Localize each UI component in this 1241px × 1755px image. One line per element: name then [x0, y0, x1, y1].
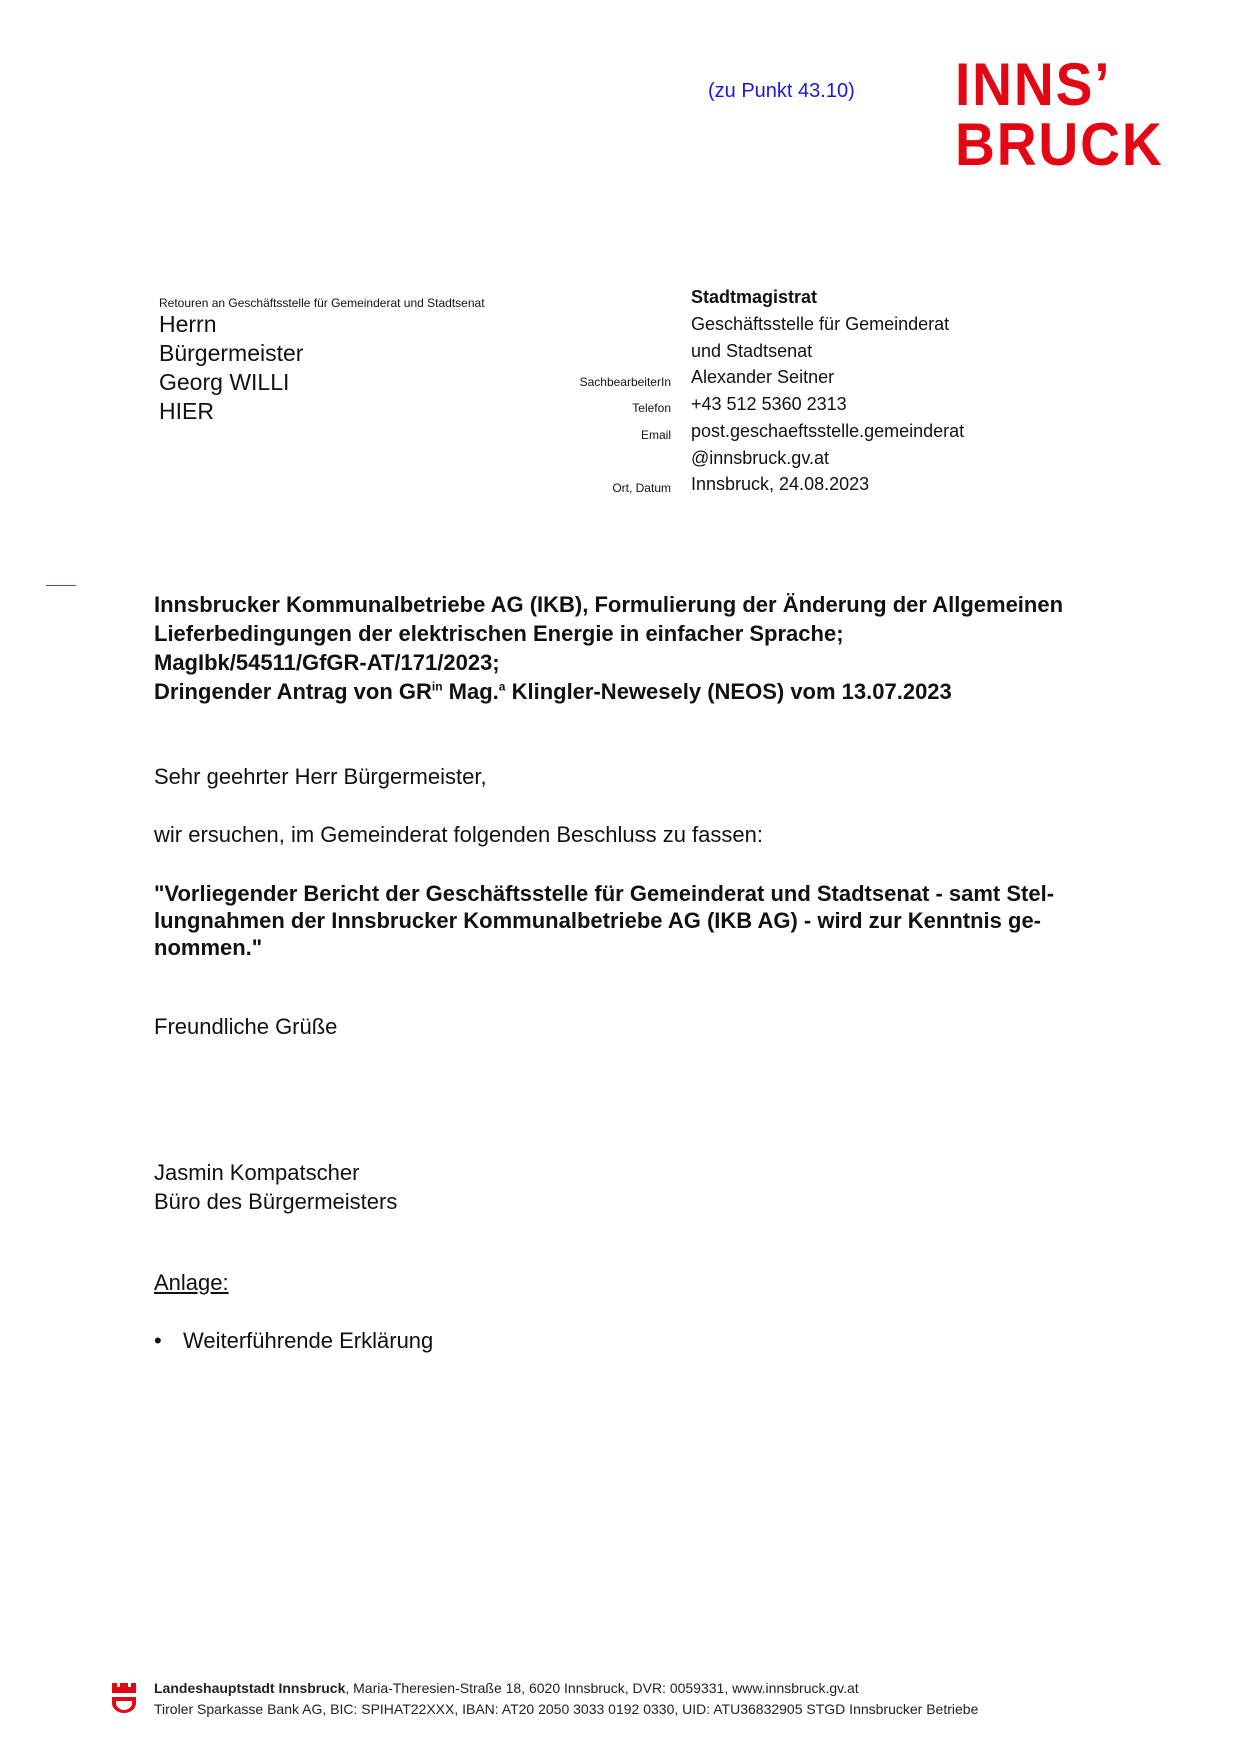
subject-line-3: MagIbk/54511/GfGR-AT/171/2023; [154, 650, 500, 675]
sender-dept-line-2: und Stadtsenat [691, 341, 813, 361]
signer-name: Jasmin Kompatscher [154, 1160, 360, 1185]
subject-line-2: Lieferbedingungen der elektrischen Energie in einfacher Sprache; [154, 621, 844, 646]
email-label: Email [640, 428, 671, 442]
sender-dept-line-1: Geschäftsstelle für Gemeinderat [691, 314, 950, 334]
logo-line-2: BRUCK [955, 111, 1164, 178]
salutation: Sehr geehrter Herr Bürgermeister, [154, 764, 487, 789]
return-address-line: Retouren an Geschäftsstelle für Gemeinderat und Stadtsenat [159, 296, 485, 310]
resolution-line-2: lungnahmen der Innsbrucker Kommunalbetriebe AG (IKB AG) - wird zur Kenntnis ge- [154, 908, 1042, 933]
closing: Freundliche Grüße [154, 1014, 338, 1039]
margin-mark [46, 585, 76, 586]
phone-label: Telefon [632, 401, 671, 415]
logo-line-1: INNS’ [955, 51, 1112, 118]
clerk-name: Alexander Seitner [691, 367, 835, 387]
place-date: Innsbruck, 24.08.2023 [691, 474, 870, 494]
email-line-2: @innsbruck.gv.at [691, 448, 829, 468]
agenda-reference: (zu Punkt 43.10) [708, 80, 855, 102]
clerk-label: SachbearbeiterIn [579, 375, 671, 389]
city-emblem-icon [110, 1681, 138, 1715]
attachments-heading: Anlage: [154, 1270, 229, 1295]
recipient-line-4: HIER [159, 398, 214, 424]
signer-office: Büro des Bürgermeisters [154, 1189, 398, 1214]
sender-org: Stadtmagistrat [691, 287, 818, 307]
resolution-text [154, 880, 1134, 961]
footer-line-2: Tiroler Sparkasse Bank AG, BIC: SPIHAT22XXX, IBAN: AT20 2050 3033 0192 0330, UID: ATU36832905 STGD Innsbrucker Betriebe [154, 1701, 979, 1717]
subject-block [154, 590, 1114, 706]
phone-number: +43 512 5360 2313 [691, 394, 847, 414]
request-text: wir ersuchen, im Gemeinderat folgenden Beschluss zu fassen: [154, 822, 763, 847]
footer-line-1: Landeshauptstadt Innsbruck, Maria-Theresien-Straße 18, 6020 Innsbruck, DVR: 0059331, www.innsbruck.gv.at [154, 1680, 859, 1696]
resolution-line-1: "Vorliegender Bericht der Geschäftsstelle für Gemeinderat und Stadtsenat - samt Stel- [154, 881, 1055, 906]
recipient-line-1: Herrn [159, 311, 217, 337]
email-line-1: post.geschaeftsstelle.gemeinderat [691, 421, 965, 441]
subject-line-1: Innsbrucker Kommunalbetriebe AG (IKB), Formulierung der Änderung der Allgemeinen [154, 592, 1064, 617]
attachment-bullet: • [154, 1328, 162, 1353]
recipient-line-3: Georg WILLI [159, 369, 290, 395]
subject-line-4: Dringender Antrag von $GR^{in}$ Mag.$^a$ Klingler-Newesely (NEOS) vom 13.07.2023 [154, 679, 952, 704]
recipient-line-2: Bürgermeister [159, 340, 304, 366]
innsbruck-logo [955, 51, 1195, 178]
place-date-label: Ort, Datum [612, 481, 671, 495]
attachment-item: Weiterführende Erklärung [183, 1328, 434, 1353]
resolution-line-3: nommen." [154, 935, 263, 960]
